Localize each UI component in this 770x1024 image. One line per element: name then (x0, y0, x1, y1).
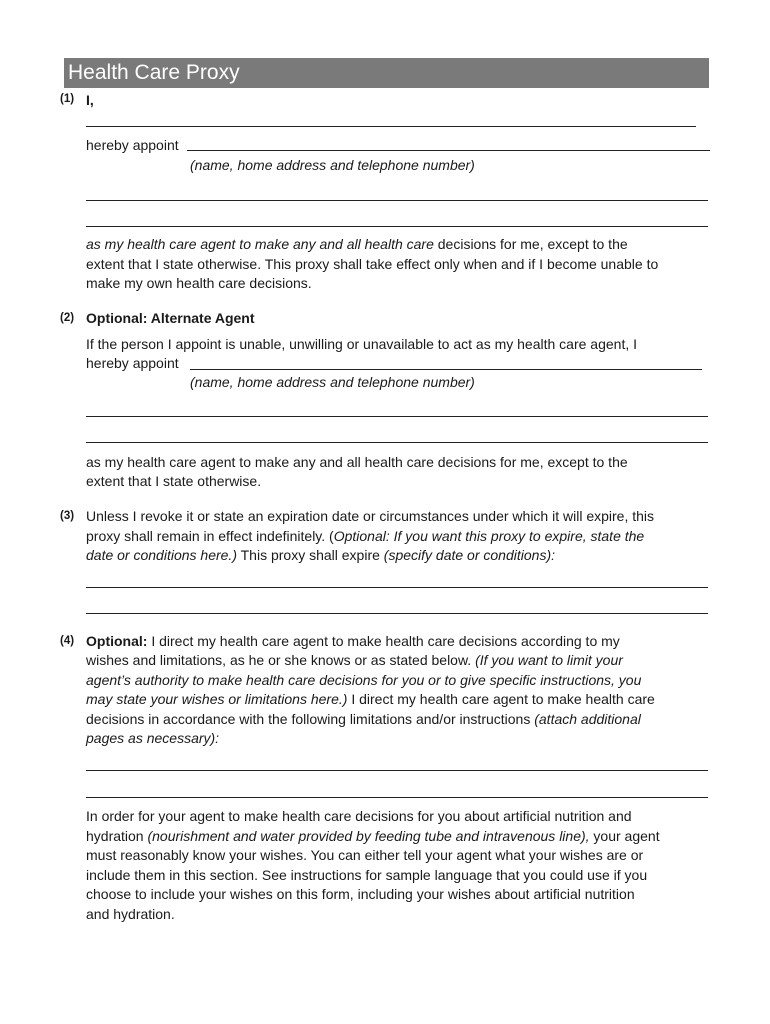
title-bar (64, 58, 709, 88)
section-4-text-line-3: agent’s authority to make health care decisions for you or to give specific instructions, you (86, 672, 642, 688)
section-3-text-line-2: proxy shall remain in effect indefinitely. (Optional: If you want this proxy to expire, state the (86, 528, 645, 544)
nutrition-text-line-6: and hydration. (86, 906, 175, 922)
section-2-text-line-2: as my health care agent to make any and all health care decisions for me, except to the (86, 454, 628, 470)
section-2-hereby-appoint: hereby appoint (86, 355, 179, 371)
section-4-text-line-6: pages as necessary): (86, 730, 220, 746)
expiration-line-1[interactable] (86, 587, 708, 588)
section-1-text-line-2: extent that I state otherwise. This proxy shall take effect only when and if I become unable to (86, 256, 659, 272)
agent-name-line[interactable] (187, 150, 710, 151)
section-4-text-line-4: may state your wishes or limitations here.) I direct my health care agent to make health care (86, 691, 655, 707)
nutrition-text-line-2: hydration (nourishment and water provided by feeding tube and intravenous line), your agent (86, 828, 660, 844)
section-4-text-line-5: decisions in accordance with the following limitations and/or instructions (attach additional (86, 711, 641, 727)
instructions-line-1[interactable] (86, 770, 708, 771)
nutrition-text-line-3: must reasonably know your wishes. You can either tell your agent what your wishes are or (86, 847, 644, 863)
section-2-text-line-3: extent that I state otherwise. (86, 473, 262, 489)
instructions-line-2[interactable] (86, 797, 708, 798)
section-2-heading: Optional: Alternate Agent (86, 310, 255, 326)
principal-name-line[interactable] (86, 126, 696, 127)
section-2-number: (2) (60, 312, 75, 324)
section-3-number: (3) (60, 510, 75, 522)
section-2-hint: (name, home address and telephone number) (190, 374, 475, 390)
section-1-i: I, (86, 92, 94, 108)
section-4-number: (4) (60, 635, 75, 647)
alternate-agent-name-line[interactable] (190, 369, 702, 370)
alternate-agent-address-line-2[interactable] (86, 442, 708, 443)
expiration-line-2[interactable] (86, 613, 708, 614)
nutrition-text-line-4: include them in this section. See instructions for sample language that you could use if you (86, 867, 648, 883)
section-1-hint: (name, home address and telephone number) (190, 157, 475, 173)
section-1-number: (1) (60, 93, 75, 105)
nutrition-text-line-1: In order for your agent to make health care decisions for you about artificial nutrition and (86, 808, 632, 824)
section-4-text-line-1: Optional: I direct my health care agent to make health care decisions according to my (86, 633, 620, 649)
section-1-text-line-3: make my own health care decisions. (86, 275, 312, 291)
section-1-text-line-1: as my health care agent to make any and all health care decisions for me, except to the (86, 236, 628, 252)
page-title: Health Care Proxy (68, 61, 240, 84)
agent-address-line-1[interactable] (86, 200, 708, 201)
section-3-text-line-1: Unless I revoke it or state an expiration date or circumstances under which it will expire, this (86, 508, 655, 524)
section-2-text-line-1: If the person I appoint is unable, unwilling or unavailable to act as my health care agent, I (86, 336, 638, 352)
alternate-agent-address-line-1[interactable] (86, 416, 708, 417)
section-3-text-line-3: date or conditions here.) This proxy shall expire (specify date or conditions): (86, 547, 555, 563)
section-4-text-line-2: wishes and limitations, as he or she knows or as stated below. (If you want to limit your (86, 652, 623, 668)
nutrition-text-line-5: choose to include your wishes on this form, including your wishes about artificial nutrition (86, 886, 635, 902)
section-1-hereby-appoint: hereby appoint (86, 137, 179, 153)
agent-address-line-2[interactable] (86, 226, 708, 227)
